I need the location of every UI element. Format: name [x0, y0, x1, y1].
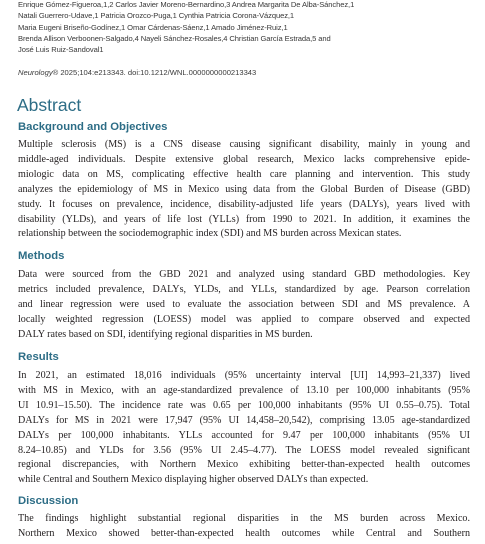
- text-line: locally weighted regression (LOESS) model was applied to compare observed and expected: [18, 313, 470, 325]
- text-line: while Central and Southern Mexico displaying higher observed DALYs than expected.: [18, 474, 369, 486]
- author-line: José Luis Ruiz-Sandoval1: [18, 45, 104, 55]
- text-line: UI 10.91–15.50). The incidence rate was 0.65 per 100,000 inhabitants (95% UI 0.55–0.75). Total: [18, 399, 470, 411]
- text-line: regional discrepancies, with Northern Mexico exhibiting better-than-expected health outcomes: [18, 459, 470, 471]
- text-line: Multiple sclerosis (MS) is a CNS disease causing significant disability, mainly in young and: [18, 139, 470, 150]
- text-line: metrics included prevalence, DALYs, YLDs, and YLLs, standardized by age. Pearson correlation: [18, 283, 470, 295]
- text-line: with MS in Mexico, with an age-standardized prevalence of 13.10 per 100,000 inhabitants (95%: [18, 384, 470, 396]
- text-line: Data were sourced from the GBD 2021 and analyzed using standard GBD methodologies. Key: [18, 269, 470, 280]
- abstract-title: Abstract: [17, 95, 82, 115]
- text-line: analyzes the epidemiology of MS in Mexico using data from the Global Burden of Disease (GBD): [18, 183, 470, 195]
- text-line: 8.24–10.85) and YLDs for 3.56 (95% UI 2.45–4.77). The LOESS model revealed significant: [18, 444, 470, 456]
- text-line: In 2021, an estimated 18,016 individuals (95% uncertainty interval [UI] 14,993–21,337) lived: [18, 370, 470, 381]
- text-line: The findings highlight substantial regional disparities in the MS burden across Mexico.: [18, 513, 470, 524]
- text-line: disability (YLDs), and years of life lost (YLLs) from 1990 to 2021. In addition, it examines the: [18, 213, 470, 225]
- discussion-heading: Discussion: [18, 495, 79, 507]
- text-line: study. It focuses on prevalence, incidence, disability-adjusted life years (DALYs), years lived with: [18, 198, 470, 210]
- citation-details: ® 2025;104:e213343. doi:10.1212/WNL.0000000000213343: [52, 68, 257, 77]
- text-line: relationship between the sociodemographic index (SDI) and MS burden across Mexican states.: [18, 228, 402, 240]
- author-list: [18, 0, 480, 55]
- text-line: miologic data on MS, complicating effective health care planning and intervention. This study: [18, 168, 470, 180]
- citation-line: [18, 68, 256, 77]
- background-heading: Background and Objectives: [18, 121, 168, 133]
- text-line: DALY rates based on SDI, identifying regional disparities in MS burden.: [18, 328, 313, 340]
- methods-heading: Methods: [18, 250, 65, 262]
- text-line: middle-aged individuals. Despite extensive global research, Mexico lacks comprehensive epide-: [18, 153, 470, 165]
- text-line: Northern Mexico showed better-than-expected health outcomes while Central and Southern: [18, 527, 470, 539]
- background-paragraph: [18, 138, 470, 242]
- results-heading: Results: [18, 351, 59, 363]
- text-line: DALYs per 100,000 inhabitants. YLLs accounted for 9.47 per 100,000 inhabitants (95% UI: [18, 429, 470, 441]
- discussion-paragraph: [18, 512, 470, 542]
- journal-name: Neurology: [18, 68, 53, 77]
- author-line: Brenda Allison Verboonen-Salgado,4 Nayeli Sánchez-Rosales,4 Christian García Estrada,5 and: [18, 33, 331, 43]
- author-line: Maria Eugeni Briseño-Godínez,1 Omar Cárdenas-Sáenz,1 Amado Jiménez-Ruiz,1: [18, 22, 288, 32]
- text-line: DALYs for MS in 2021 were 17,947 (95% UI 14,458–20,542), comprising 13.05 age-standardized: [18, 414, 470, 426]
- methods-paragraph: [18, 268, 470, 343]
- text-line: and linear regression were used to evaluate the association between SDI and MS prevalence. A: [18, 298, 470, 310]
- results-paragraph: [18, 369, 470, 488]
- author-line: Enrique Gómez-Figueroa,1,2 Carlos Javier Moreno-Bernardino,3 Andrea Margarita De Alba-Sánchez,1: [18, 0, 355, 9]
- author-line: Natali Guerrero-Udave,1 Patricia Orozco-Puga,1 Cynthia Patricia Corona-Vázquez,1: [18, 11, 295, 21]
